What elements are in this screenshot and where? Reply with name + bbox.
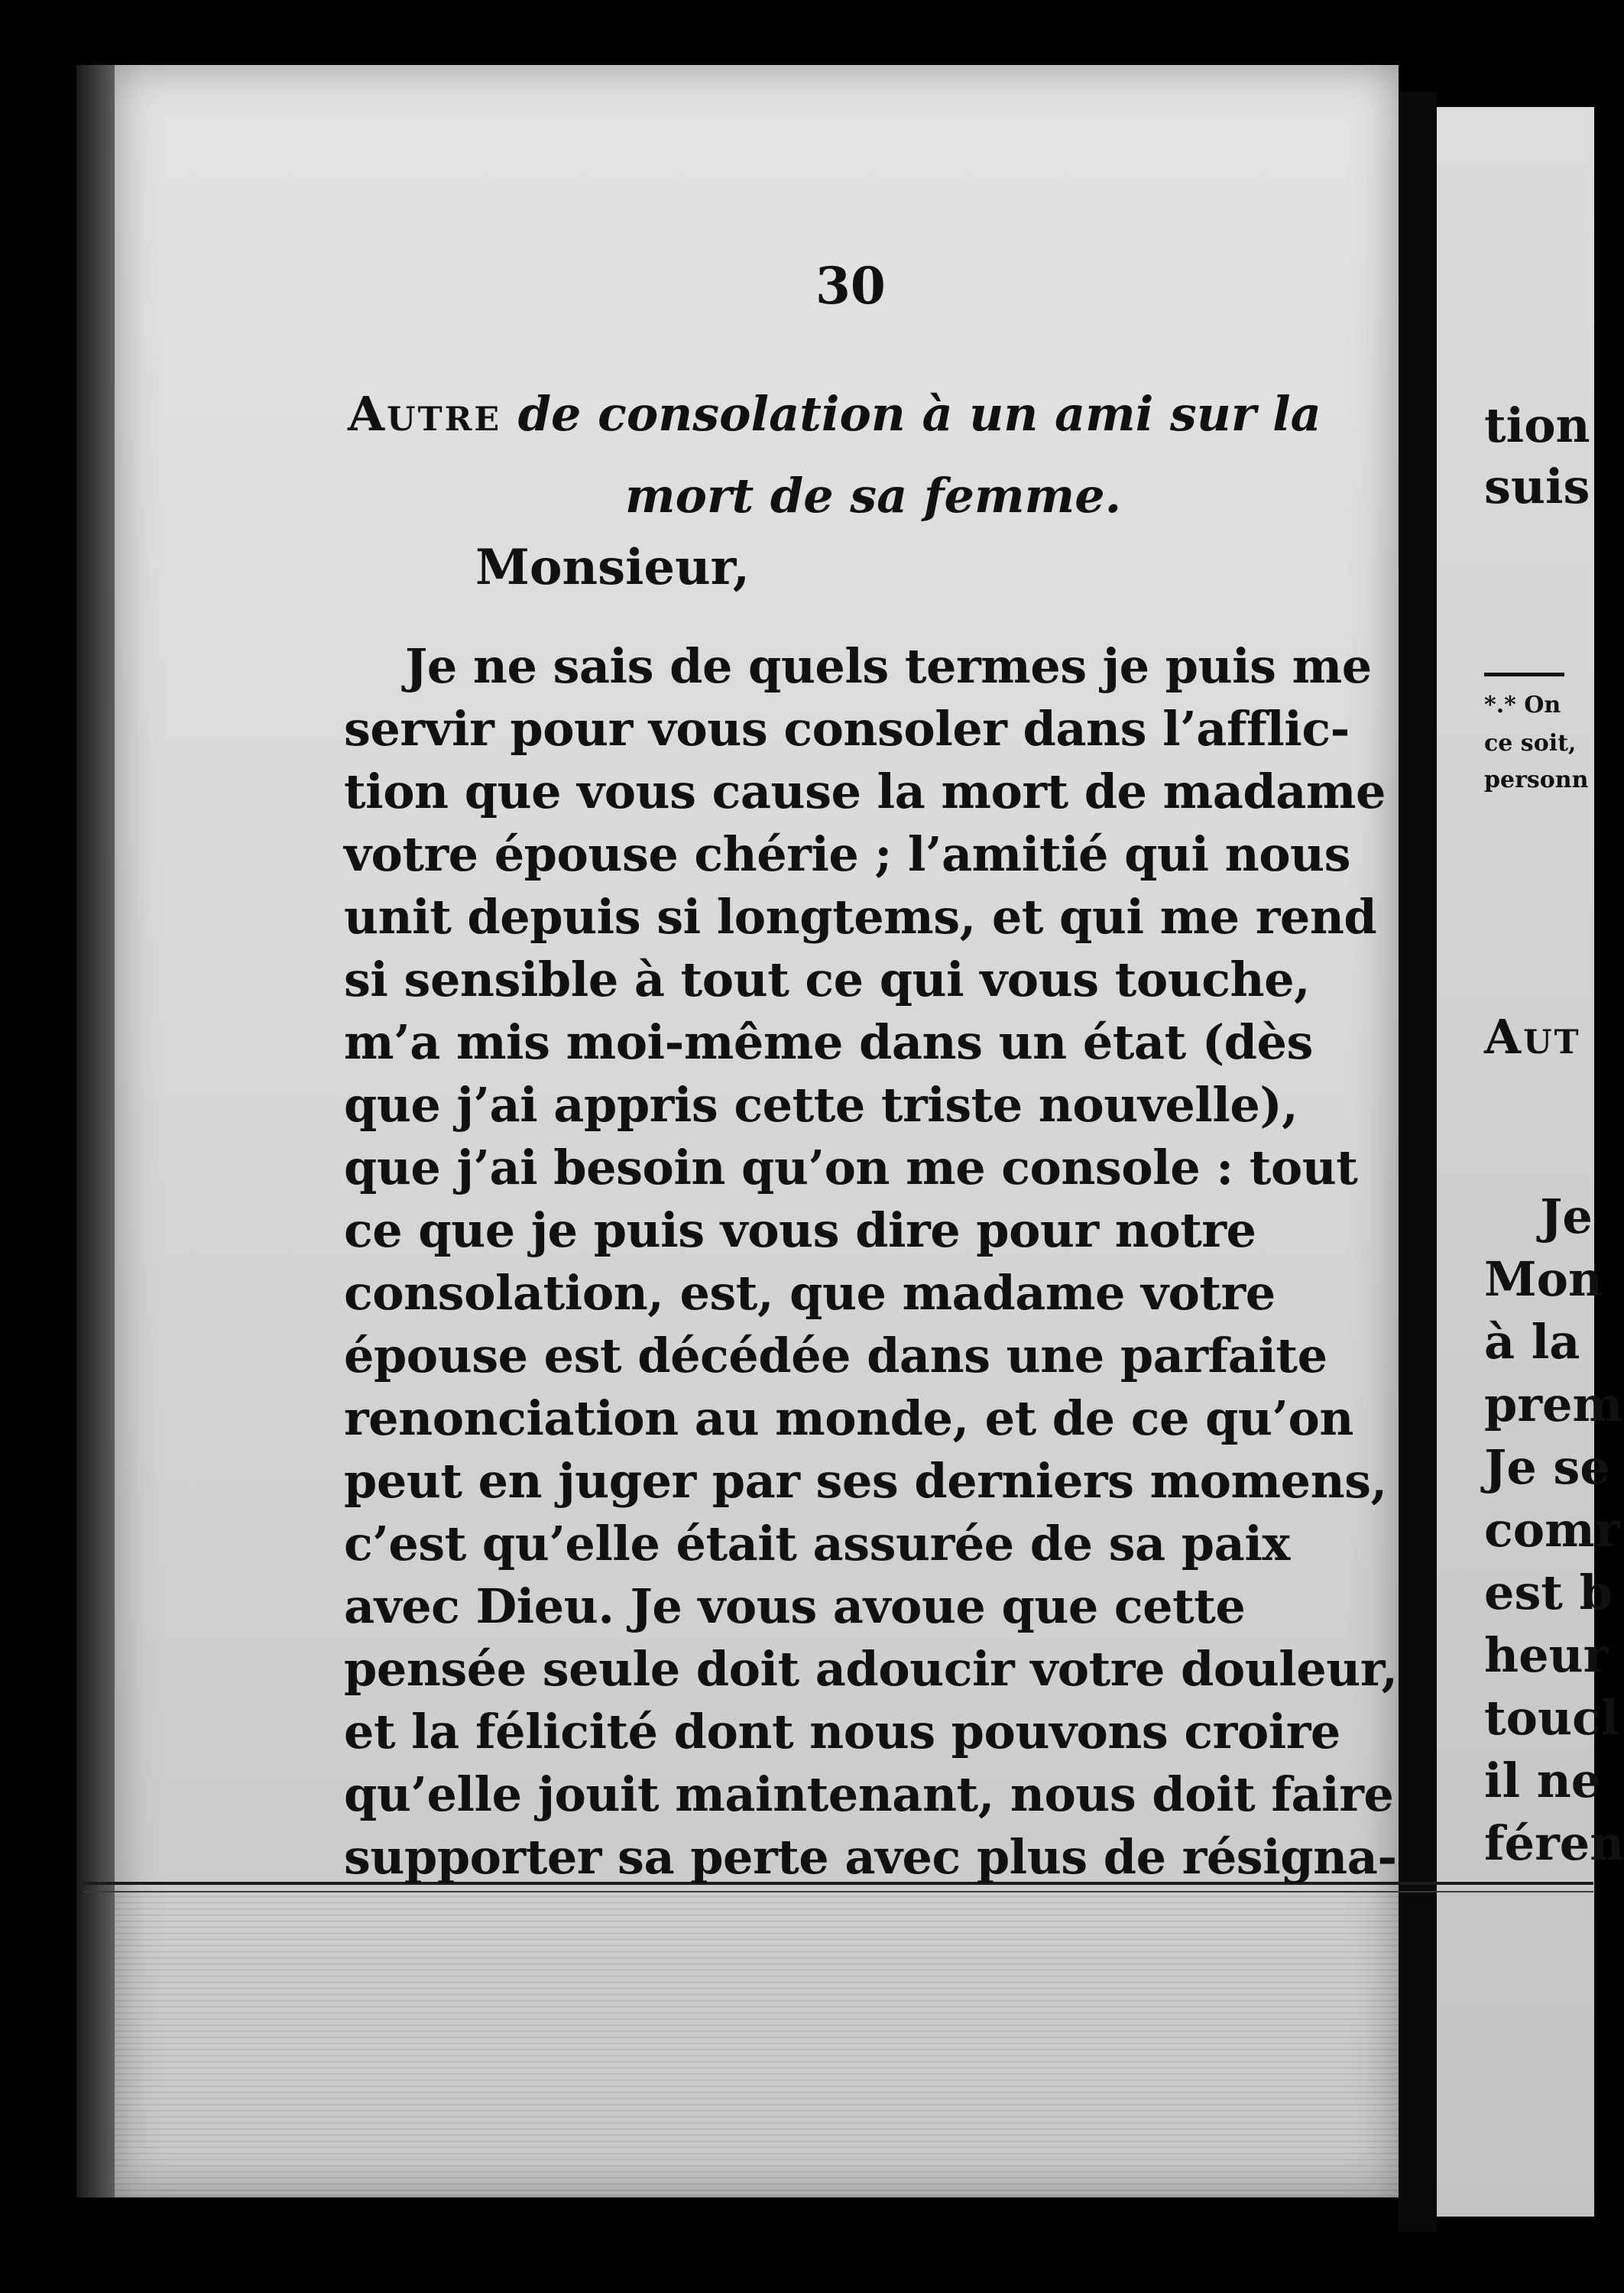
body-line: ce que je puis vous dire pour notre xyxy=(344,1202,1256,1258)
right-page-footnote: personn xyxy=(1484,767,1589,793)
right-page-fragment: heur xyxy=(1484,1627,1609,1683)
body-line: peut en juger par ses derniers momens, xyxy=(344,1453,1387,1509)
right-page-fragment: toucl xyxy=(1484,1690,1619,1746)
body-line: Je ne sais de quels termes je puis me xyxy=(405,638,1372,694)
right-page-fragment: Mon xyxy=(1484,1251,1603,1307)
page-bottom-shading xyxy=(115,1896,1399,2197)
binding-gutter xyxy=(1399,92,1437,2232)
heading-italic-text: de consolation à un ami sur la xyxy=(501,386,1321,442)
body-line: que j’ai appris cette triste nouvelle), xyxy=(344,1077,1298,1133)
right-page-fragment: Je xyxy=(1540,1189,1593,1244)
body-line: si sensible à tout ce qui vous touche, xyxy=(344,952,1311,1007)
right-page-fragment: il ne xyxy=(1484,1753,1602,1808)
body-line: m’a mis moi-même dans un état (dès xyxy=(344,1014,1313,1070)
body-line: renonciation au monde, et de ce qu’on xyxy=(344,1390,1353,1446)
body-line: supporter sa perte avec plus de résigna- xyxy=(344,1829,1397,1885)
right-page-fragment: Je se xyxy=(1484,1439,1610,1495)
body-line: qu’elle jouit maintenant, nous doit faire xyxy=(344,1766,1394,1822)
right-page-fragment: tion xyxy=(1484,397,1590,453)
body-line: votre épouse chérie ; l’amitié qui nous xyxy=(344,826,1351,882)
letter-heading-line-1 xyxy=(348,386,1321,442)
right-page-fragment: féren xyxy=(1484,1815,1624,1871)
page-number: 30 xyxy=(815,256,886,316)
footnote-rule xyxy=(1484,673,1564,676)
right-page-footnote: ce soit, xyxy=(1484,730,1577,757)
right-page-fragment: comr xyxy=(1484,1502,1620,1558)
right-page-fragment: est b xyxy=(1484,1565,1613,1620)
heading-smallcaps-word: Autre xyxy=(348,386,502,442)
right-page-fragment: suis xyxy=(1484,459,1590,514)
body-line: que j’ai besoin qu’on me console : tout xyxy=(344,1140,1358,1195)
scan-line-rule-secondary xyxy=(84,1891,1593,1892)
body-line: pensée seule doit adoucir votre douleur, xyxy=(344,1641,1398,1697)
body-line: consolation, est, que madame votre xyxy=(344,1265,1276,1321)
body-line: et la félicité dont nous pouvons croire xyxy=(344,1704,1340,1759)
right-page-footnote: *.* On xyxy=(1484,692,1561,718)
body-line: épouse est décédée dans une parfaite xyxy=(344,1328,1327,1383)
body-line: servir pour vous consoler dans l’afflic- xyxy=(344,701,1350,757)
right-page-fragment: prem xyxy=(1484,1377,1623,1432)
right-page-heading-fragment: Aut xyxy=(1484,1009,1581,1065)
body-line: avec Dieu. Je vous avoue que cette xyxy=(344,1578,1246,1634)
salutation: Monsieur, xyxy=(475,539,750,596)
right-page-fragment: à la xyxy=(1484,1314,1580,1370)
body-line: unit depuis si longtems, et qui me rend xyxy=(344,889,1377,945)
body-line: c’est qu’elle était assurée de sa paix xyxy=(344,1516,1290,1571)
body-line: tion que vous cause la mort de madame xyxy=(344,764,1386,819)
letter-heading-line-2: mort de sa femme. xyxy=(625,468,1122,524)
